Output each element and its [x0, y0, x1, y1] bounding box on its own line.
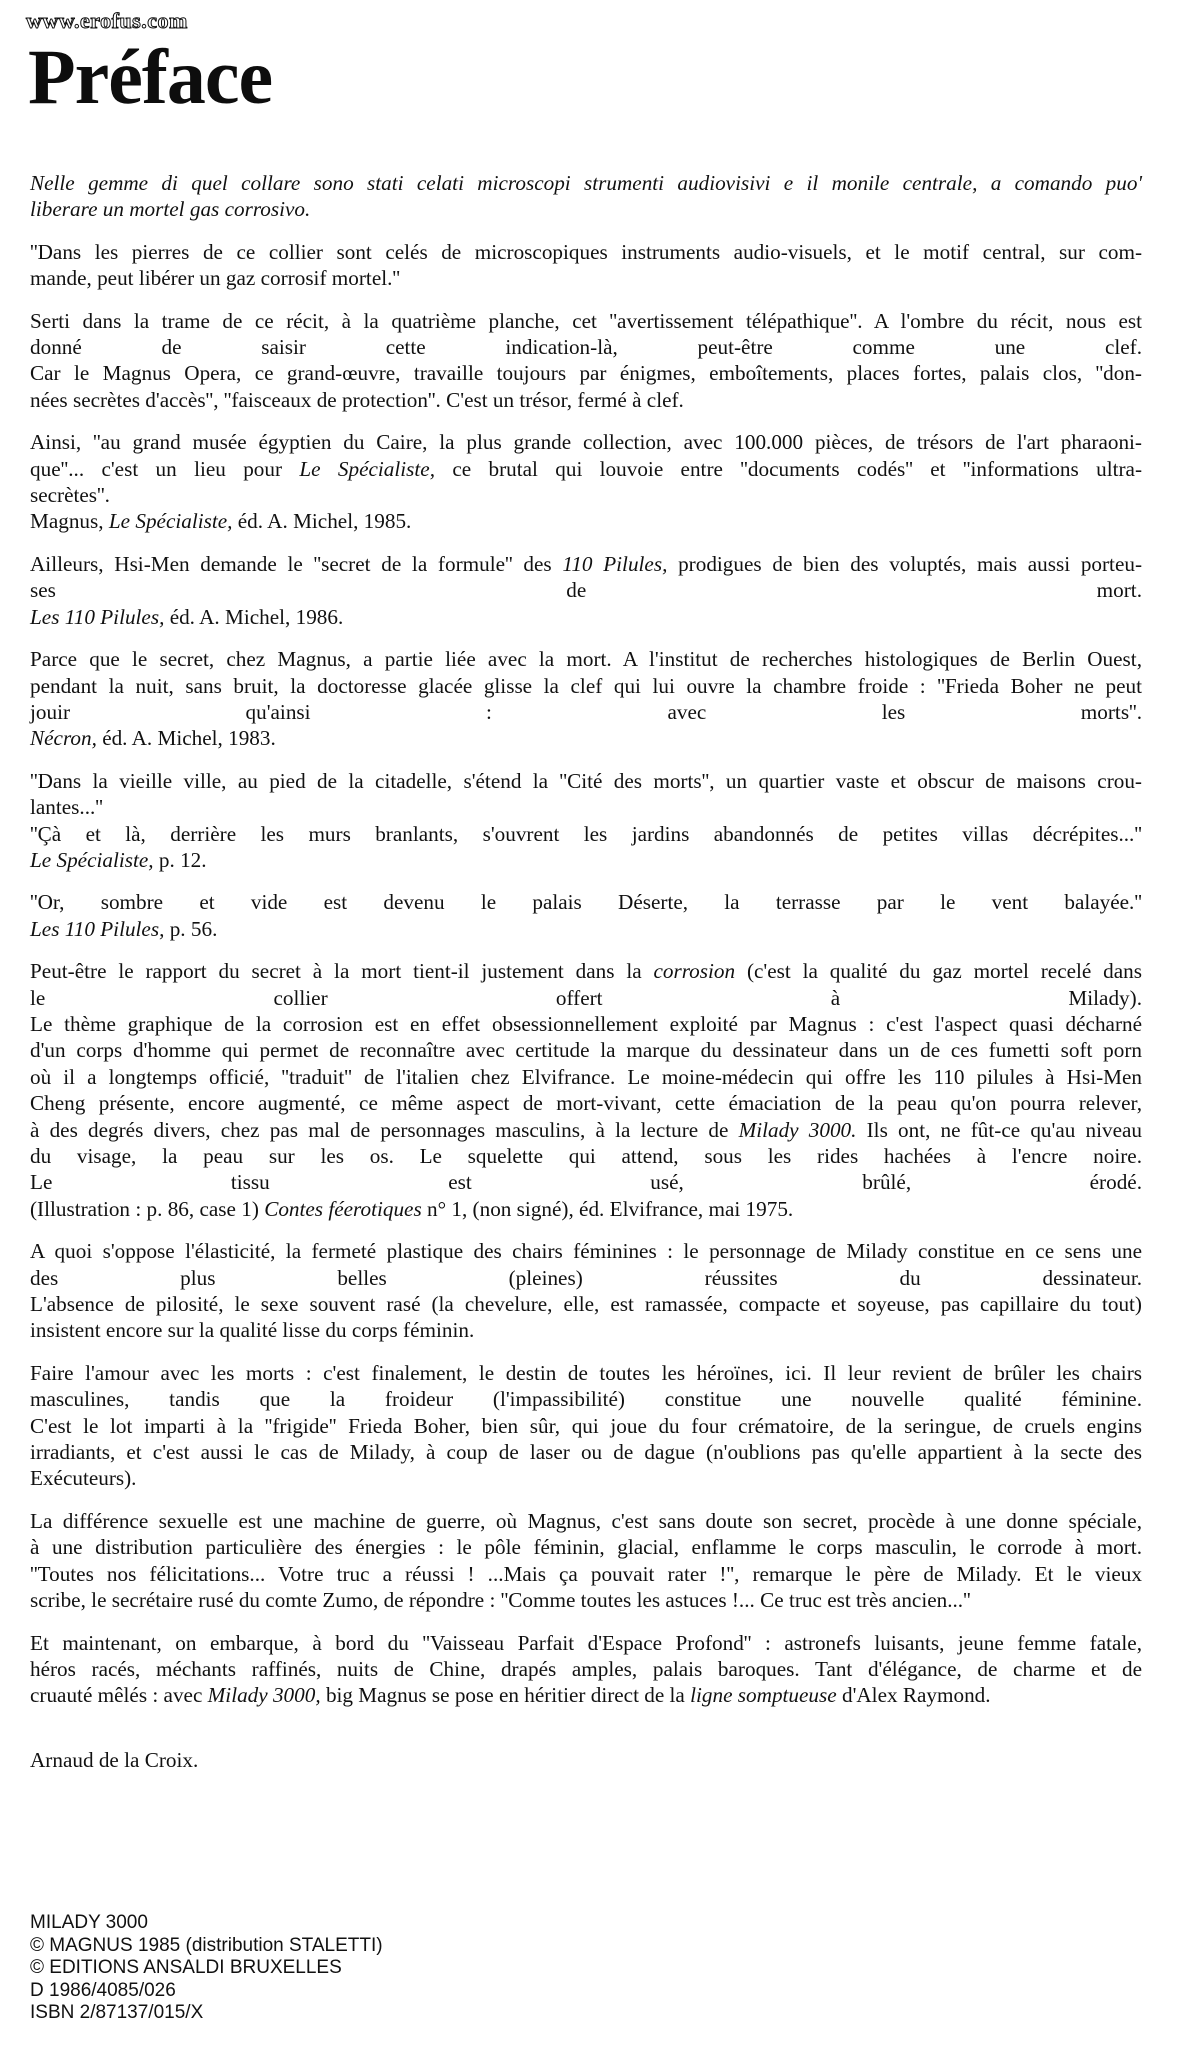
colophon-line: © EDITIONS ANSALDI BRUXELLES	[30, 1957, 342, 1978]
text-line	[30, 239, 1142, 265]
colophon-line: ISBN 2/87137/015/X	[30, 2002, 204, 2023]
text-run: scribe, le secrétaire rusé du comte Zumo, de répondre : ''Comme toutes les astuces !... Ce truc est très ancien...''	[30, 1588, 971, 1613]
text-line	[30, 1534, 1142, 1560]
text-line	[30, 958, 1142, 984]
preface-paragraph	[30, 429, 1142, 535]
text-run: d'un corps d'homme qui permet de reconnaître avec certitude la marque du dessinateur dans un de ces fumetti soft porn	[30, 1038, 1142, 1063]
text-line	[30, 1465, 1142, 1491]
text-line	[30, 1439, 1142, 1465]
text-line	[30, 794, 1142, 820]
italic-text: 110 Pilules,	[562, 551, 668, 576]
text-run: nées secrètes d'accès'', ''faisceaux de protection''. C'est un trésor, fermé à clef.	[30, 387, 684, 412]
text-line	[30, 673, 1142, 699]
text-line	[30, 1265, 1142, 1291]
italic-text: Le Spécialiste,	[299, 456, 435, 481]
text-run: à une distribution particulière des énergies : le pôle féminin, glacial, enflamme le corps masculin, le corrode à mort.	[30, 1535, 1142, 1560]
text-line	[30, 1064, 1142, 1090]
text-run: La différence sexuelle est une machine de guerre, où Magnus, c'est sans doute son secret, procède à une donne spéciale,	[30, 1508, 1142, 1533]
text-line	[30, 170, 1142, 196]
text-line	[30, 387, 1142, 413]
text-line	[30, 551, 1142, 577]
text-run: donné de saisir cette indication-là, peut-être comme une clef.	[30, 335, 1142, 360]
text-line	[30, 334, 1142, 360]
text-run: Car le Magnus Opera, ce grand-œuvre, travaille toujours par énigmes, emboîtements, places fortes, palais clos, ''don-	[30, 361, 1142, 386]
text-run: insistent encore sur la qualité lisse du corps féminin.	[30, 1318, 475, 1343]
text-line	[30, 1508, 1142, 1534]
text-run: Le tissu est usé, brûlé, érodé.	[30, 1170, 1142, 1195]
text-run: Le thème graphique de la corrosion est en effet obsessionnellement exploité par Magnus : c'est l'aspect quasi décharné	[30, 1011, 1142, 1036]
text-line	[30, 1317, 1142, 1343]
text-line	[30, 725, 1142, 751]
preface-body	[30, 170, 1142, 1725]
text-run: pendant la nuit, sans bruit, la doctoresse glacée glisse la clef qui lui ouvre la chambre froide : ''Frieda Boher ne peut	[30, 673, 1142, 698]
text-line	[30, 577, 1142, 603]
text-run: Peut-être le rapport du secret à la mort tient-il justement dans la	[30, 959, 654, 984]
text-line	[30, 1291, 1142, 1317]
text-line	[30, 1682, 1142, 1708]
colophon-line: © MAGNUS 1985 (distribution STALETTI)	[30, 1934, 383, 1956]
text-line	[30, 1169, 1142, 1195]
text-run: lantes...''	[30, 795, 103, 820]
text-line	[30, 308, 1142, 334]
preface-paragraph	[30, 308, 1142, 414]
text-run: Cheng présente, encore augmenté, ce même aspect de mort-vivant, cette émaciation de la peau qu'on pourra relever,	[30, 1091, 1142, 1116]
text-run: des plus belles (pleines) réussites du dessinateur.	[30, 1265, 1142, 1290]
text-run: que''... c'est un lieu pour	[30, 456, 300, 481]
text-run: secrètes''.	[30, 483, 110, 508]
colophon	[30, 1912, 383, 2025]
text-line	[30, 1386, 1142, 1412]
text-line	[30, 1143, 1142, 1169]
italic-text: Les 110 Pilules,	[30, 916, 165, 941]
text-run: prodigues de bien des voluptés, mais aussi porteu-	[667, 551, 1142, 576]
text-line	[30, 1630, 1142, 1656]
site-watermark: www.erofus.com	[26, 8, 188, 33]
text-line	[30, 456, 1142, 482]
text-run: p. 56.	[164, 916, 218, 941]
preface-paragraph	[30, 1238, 1142, 1344]
text-run: n° 1, (non signé), éd. Elvifrance, mai 1975.	[421, 1196, 794, 1221]
italic-text: Le Spécialiste,	[108, 509, 233, 534]
text-run: Ailleurs, Hsi-Men demande le ''secret de la formule'' des	[30, 551, 563, 576]
text-line	[30, 1587, 1142, 1613]
text-run: éd. A. Michel, 1983.	[96, 726, 276, 751]
text-line	[30, 1360, 1142, 1386]
text-run: masculines, tandis que la froideur (l'impassibilité) constitue une nouvelle qualité féminine.	[30, 1387, 1142, 1412]
text-run: le collier offert à Milady).	[30, 985, 1142, 1010]
colophon-line: D 1986/4085/026	[30, 1979, 176, 2001]
italic-text: Milady 3000.	[738, 1117, 857, 1142]
text-line	[30, 1561, 1142, 1587]
text-run: p. 12.	[153, 847, 207, 872]
text-line	[30, 1037, 1142, 1063]
text-line	[30, 916, 1142, 942]
text-run: cruauté mêlés : avec	[30, 1683, 208, 1708]
text-line	[30, 699, 1142, 725]
italic-text: Milady 3000,	[207, 1683, 321, 1708]
text-run: Faire l'amour avec les morts : c'est finalement, le destin de toutes les héroïnes, ici. Il leur revient de brûler les chairs	[30, 1360, 1142, 1385]
text-run: d'Alex Raymond.	[836, 1683, 991, 1708]
text-line	[30, 360, 1142, 386]
italic-text: ligne somptueuse	[690, 1683, 837, 1708]
text-run: Ainsi, ''au grand musée égyptien du Caire, la plus grande collection, avec 100.000 pièces, de trésors de l'art pharaoni-	[30, 430, 1142, 455]
text-run: ''Çà et là, derrière les murs branlants, s'ouvrent les jardins abandonnés de petites villas décrépites...''	[30, 821, 1142, 846]
preface-paragraph	[30, 1360, 1142, 1492]
text-line	[30, 429, 1142, 455]
text-line	[30, 482, 1142, 508]
text-run: Serti dans la trame de ce récit, à la quatrième planche, cet ''avertissement télépathique''. A l'ombre du récit, nous est	[30, 308, 1142, 333]
text-line	[30, 604, 1142, 630]
text-line	[30, 985, 1142, 1011]
text-line	[30, 1196, 1142, 1222]
italic-text: Contes féerotiques	[264, 1196, 422, 1221]
text-run: jouir qu'ainsi : avec les morts''.	[30, 699, 1142, 724]
text-line	[30, 821, 1142, 847]
text-run: Et maintenant, on embarque, à bord du ''Vaisseau Parfait d'Espace Profond'' : astronefs luisants, jeune femme fatale,	[30, 1630, 1142, 1655]
text-run: irradiants, et c'est aussi le cas de Milady, à coup de laser ou de dague (n'oublions pas qu'elle appartient à la secte des	[30, 1440, 1142, 1465]
text-run: héros racés, méchants raffinés, nuits de Chine, drapés amples, palais baroques. Tant d'élégance, de charme et de	[30, 1656, 1142, 1681]
preface-paragraph	[30, 646, 1142, 752]
page-title: Préface	[28, 33, 273, 120]
text-run: ''Toutes nos félicitations... Votre truc a réussi ! ...Mais ça pouvait rater !'', remarque le père de Milady. Et le vieux	[30, 1561, 1142, 1586]
text-run: (c'est la qualité du gaz mortel recelé dans	[735, 959, 1142, 984]
text-run: du visage, la peau sur les os. Le squelette qui attend, sous les rides hachées à l'encre noire.	[30, 1144, 1142, 1168]
text-run: (Illustration : p. 86, case 1)	[30, 1196, 265, 1221]
text-run: L'absence de pilosité, le sexe souvent rasé (la chevelure, elle, est ramassée, compacte et soyeuse, pas capillaire du tout)	[30, 1292, 1142, 1317]
text-run: éd. A. Michel, 1985.	[232, 509, 412, 534]
text-run: ''Dans les pierres de ce collier sont celés de microscopiques instruments audio-visuels, et le motif central, sur com-	[30, 239, 1142, 264]
italic-text: Nelle gemme di quel collare sono stati celati microscopi strumenti audiovisivi e il monile centrale, a comando puo'	[30, 171, 1142, 195]
text-run: mande, peut libérer un gaz corrosif mortel.''	[30, 266, 401, 291]
author-signature: Arnaud de la Croix.	[30, 1748, 199, 1772]
text-line	[30, 847, 1142, 873]
text-run: ce brutal qui louvoie entre ''documents codés'' et ''informations ultra-	[435, 456, 1142, 481]
text-line	[30, 1117, 1142, 1143]
text-run: ''Or, sombre et vide est devenu le palais Déserte, la terrasse par le vent balayée.''	[30, 890, 1142, 915]
text-line	[30, 646, 1142, 672]
colophon-line: MILADY 3000	[30, 1912, 148, 1933]
text-line	[30, 768, 1142, 794]
preface-paragraph	[30, 889, 1142, 942]
preface-paragraph	[30, 170, 1142, 223]
text-line	[30, 889, 1142, 915]
text-run: éd. A. Michel, 1986.	[164, 604, 344, 629]
italic-text: Nécron,	[30, 726, 97, 751]
text-line	[30, 265, 1142, 291]
text-run: Parce que le secret, chez Magnus, a partie liée avec la mort. A l'institut de recherches histologiques de Berlin Ouest,	[30, 647, 1142, 672]
preface-paragraph	[30, 768, 1142, 874]
text-line	[30, 196, 1142, 222]
text-run: à des degrés divers, chez pas mal de personnages masculins, à la lecture de	[30, 1117, 739, 1142]
italic-text: Les 110 Pilules,	[30, 604, 165, 629]
text-run: où il a longtemps officié, ''traduit'' de l'italien chez Elvifrance. Le moine-médecin qui offre les 110 pilules à Hsi-Men	[30, 1064, 1142, 1089]
text-line	[30, 1413, 1142, 1439]
preface-paragraph	[30, 551, 1142, 630]
preface-paragraph	[30, 1630, 1142, 1709]
italic-text: Le Spécialiste,	[30, 847, 154, 872]
text-run: ses de mort.	[30, 578, 1142, 603]
text-run: Magnus,	[30, 509, 109, 534]
text-line	[30, 508, 1142, 534]
text-run: C'est le lot imparti à la ''frigide'' Frieda Boher, bien sûr, qui joue du four crématoire, de la seringue, de cruels engins	[30, 1413, 1142, 1438]
text-run: big Magnus se pose en héritier direct de la	[320, 1683, 691, 1708]
text-run: Ils ont, ne fût-ce qu'au niveau	[856, 1117, 1142, 1142]
text-line	[30, 1011, 1142, 1037]
italic-text: corrosion	[653, 959, 736, 984]
text-line	[30, 1238, 1142, 1264]
preface-paragraph	[30, 1508, 1142, 1614]
preface-paragraph	[30, 239, 1142, 292]
preface-paragraph	[30, 958, 1142, 1222]
text-line	[30, 1090, 1142, 1116]
text-run: Exécuteurs).	[30, 1466, 137, 1491]
text-run: A quoi s'oppose l'élasticité, la fermeté plastique des chairs féminines : le personnage de Milady constitue en ce sens une	[30, 1239, 1142, 1264]
text-run: ''Dans la vieille ville, au pied de la citadelle, s'étend la ''Cité des morts'', un quartier vaste et obscur de maisons crou-	[30, 768, 1142, 793]
italic-text: liberare un mortel gas corrosivo.	[30, 197, 311, 222]
text-line	[30, 1656, 1142, 1682]
